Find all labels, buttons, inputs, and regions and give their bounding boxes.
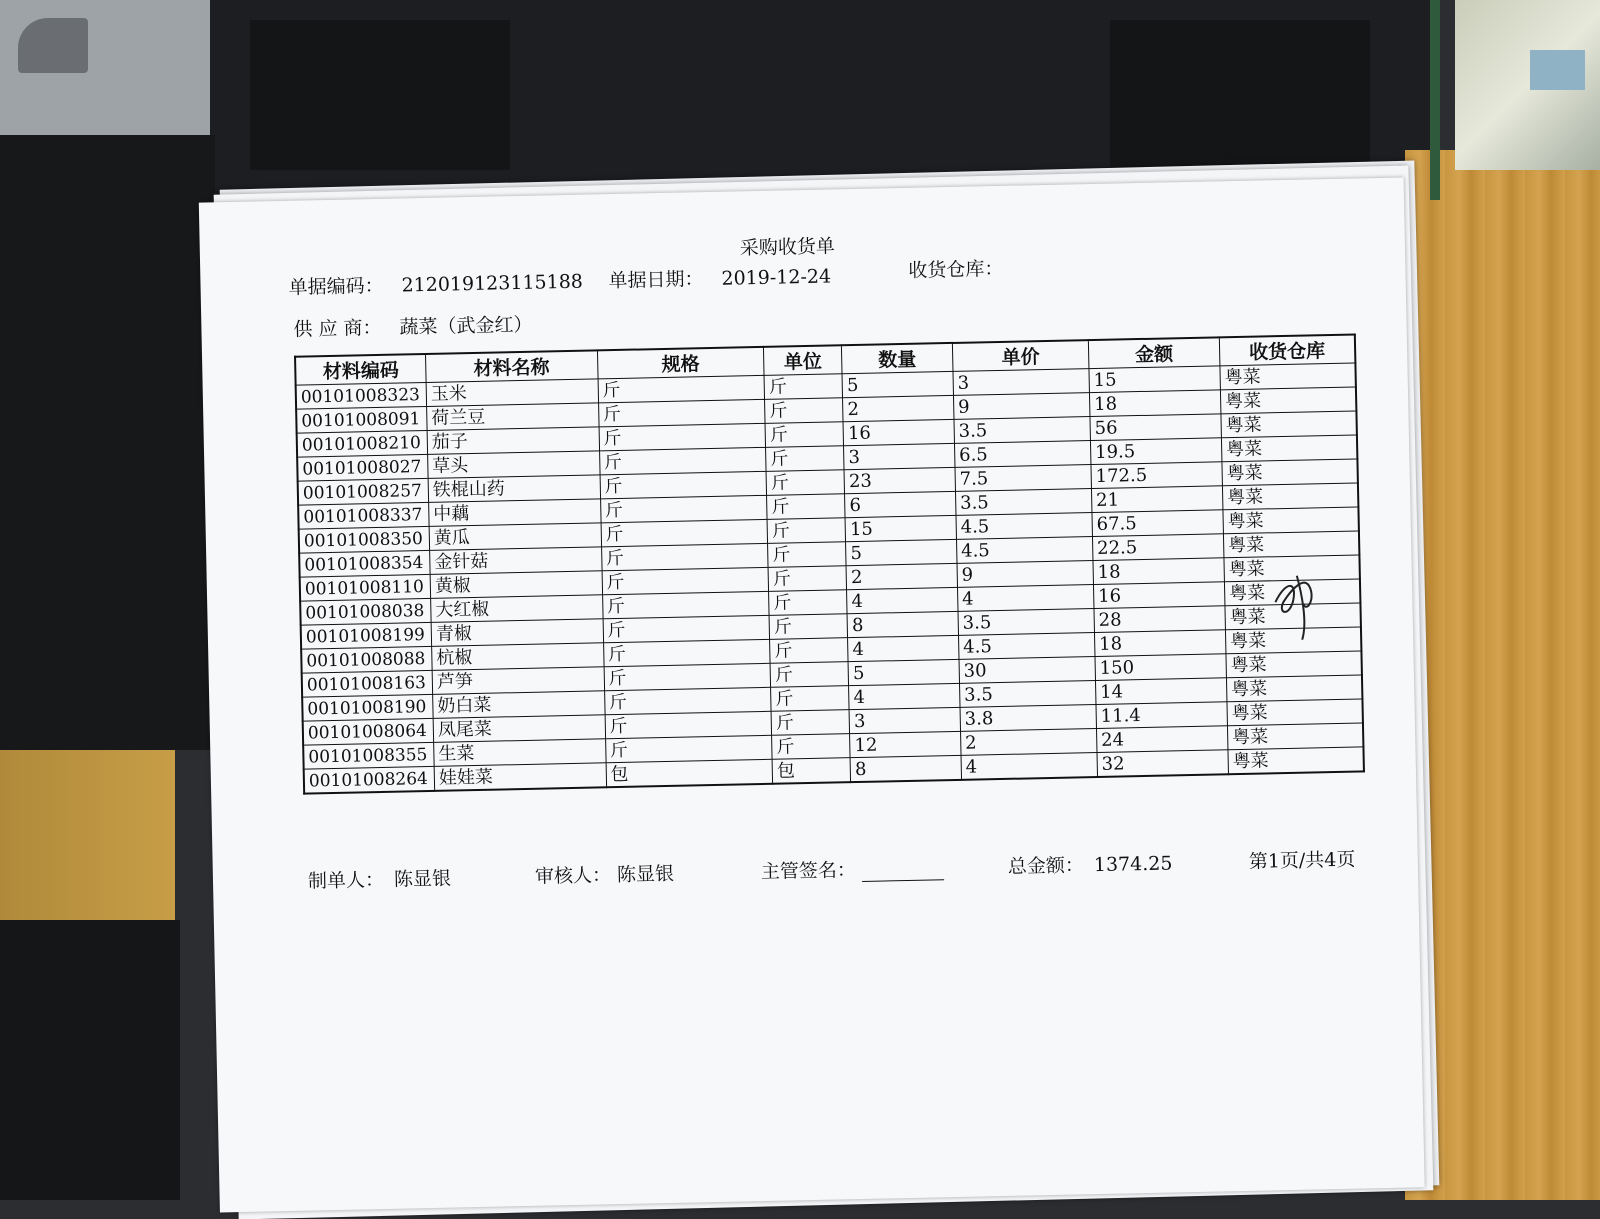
- cell-material-code: 00101008264: [304, 766, 435, 793]
- cell-amount: 19.5: [1090, 438, 1221, 465]
- cell-spec: 斤: [599, 447, 766, 474]
- cell-material-name: 凤尾菜: [433, 715, 605, 743]
- cell-unit: 斤: [769, 614, 848, 640]
- cell-warehouse: 粤菜: [1222, 483, 1358, 510]
- supplier-value: 蔬菜（武金红）: [399, 314, 532, 339]
- cell-amount: 14: [1095, 678, 1226, 705]
- cell-amount: 18: [1093, 558, 1224, 585]
- total-label: 总金额：: [1008, 854, 1084, 878]
- cell-amount: 67.5: [1092, 510, 1223, 537]
- bill-date-label: 单据日期：: [608, 268, 703, 292]
- cell-quantity: 5: [848, 659, 959, 685]
- cell-amount: 18: [1094, 630, 1225, 657]
- cell-unit: 斤: [765, 422, 844, 448]
- cell-warehouse: 粤菜: [1221, 435, 1357, 462]
- cell-quantity: 5: [842, 371, 953, 397]
- cell-quantity: 3: [844, 443, 955, 469]
- cell-unit-price: 7.5: [955, 465, 1092, 492]
- cell-spec: 斤: [603, 615, 770, 642]
- cell-material-code: 00101008210: [297, 430, 428, 457]
- cell-material-code: 00101008091: [296, 406, 427, 433]
- supplier-label: 供 应 商：: [293, 317, 382, 341]
- cell-material-code: 00101008027: [297, 454, 428, 481]
- receipt-document: [199, 177, 1425, 1212]
- cell-quantity: 8: [847, 611, 958, 637]
- plastic-bag: [1455, 0, 1600, 170]
- cell-unit-price: 3.5: [954, 417, 1091, 444]
- floor-left: [0, 920, 180, 1200]
- warehouse-label: 收货仓库：: [908, 258, 1003, 282]
- cell-spec: 斤: [598, 399, 765, 426]
- cell-quantity: 5: [846, 539, 957, 565]
- maker-value: 陈显银: [394, 868, 451, 891]
- cell-unit: 包: [772, 758, 851, 784]
- cell-quantity: 4: [847, 587, 958, 613]
- cell-warehouse: 粤菜: [1223, 531, 1359, 558]
- cell-quantity: 4: [848, 635, 959, 661]
- cell-warehouse: 粤菜: [1223, 507, 1359, 534]
- cell-spec: 包: [606, 759, 773, 787]
- total-field: [1008, 848, 1173, 878]
- cell-material-name: 荷兰豆: [427, 403, 599, 431]
- cell-amount: 32: [1097, 750, 1228, 777]
- green-strip: [1430, 0, 1440, 200]
- bill-no-label: 单据编码：: [288, 275, 383, 299]
- cell-unit: 斤: [764, 374, 843, 400]
- cell-quantity: 16: [843, 419, 954, 445]
- cell-material-code: 00101008199: [301, 622, 432, 649]
- cell-material-name: 青椒: [431, 619, 603, 647]
- cell-warehouse: 粤菜: [1228, 747, 1364, 774]
- cell-spec: 斤: [601, 519, 768, 546]
- supplier-field: [293, 310, 533, 342]
- bag-label: [1530, 50, 1585, 90]
- cell-warehouse: 粤菜: [1226, 675, 1362, 702]
- cell-warehouse: 粤菜: [1227, 699, 1363, 726]
- cell-spec: 斤: [598, 375, 765, 402]
- maker-field: [308, 864, 452, 894]
- page-info: 第1页/共4页: [1249, 845, 1356, 874]
- cell-spec: 斤: [604, 687, 771, 714]
- cell-unit: 斤: [765, 398, 844, 424]
- cell-unit-price: 3.8: [960, 705, 1097, 732]
- cell-amount: 28: [1094, 606, 1225, 633]
- header-unit-price: 单价: [952, 340, 1089, 371]
- header-amount: 金额: [1088, 337, 1220, 368]
- cell-quantity: 2: [843, 395, 954, 421]
- cell-quantity: 8: [850, 755, 961, 782]
- reviewer-field: [535, 859, 675, 889]
- cell-quantity: 2: [846, 563, 957, 589]
- cell-material-name: 娃娃菜: [434, 763, 606, 791]
- cell-material-name: 茄子: [427, 427, 599, 455]
- cell-unit: 斤: [769, 590, 848, 616]
- cell-amount: 16: [1093, 582, 1224, 609]
- bill-date-value: 2019-12-24: [721, 265, 831, 289]
- cell-amount: 11.4: [1096, 702, 1227, 729]
- cell-quantity: 12: [850, 731, 961, 757]
- cell-material-code: 00101008257: [298, 478, 429, 505]
- cell-warehouse: 粤菜: [1225, 603, 1361, 630]
- cell-unit-price: 3: [953, 369, 1090, 396]
- cell-unit-price: 4: [957, 585, 1094, 612]
- printer-left: [0, 0, 230, 135]
- supervisor-label: 主管签名：: [761, 859, 856, 883]
- cell-spec: 斤: [605, 735, 772, 762]
- cell-material-name: 草头: [428, 451, 600, 479]
- printer-panel: [1110, 20, 1370, 170]
- cell-unit-price: 3.5: [958, 609, 1095, 636]
- cell-material-name: 杭椒: [432, 643, 604, 671]
- cell-spec: 斤: [602, 567, 769, 594]
- cell-spec: 斤: [603, 639, 770, 666]
- supervisor-field: [761, 853, 945, 884]
- cell-unit: 斤: [768, 542, 847, 568]
- cell-spec: 斤: [600, 495, 767, 522]
- header-warehouse: 收货仓库: [1219, 335, 1355, 366]
- dark-background: [0, 135, 215, 750]
- cell-warehouse: 粤菜: [1221, 411, 1357, 438]
- cell-warehouse: 粤菜: [1224, 555, 1360, 582]
- cell-material-code: 00101008064: [303, 718, 434, 745]
- cell-material-name: 芦笋: [432, 667, 604, 695]
- cell-material-name: 奶白菜: [433, 691, 605, 719]
- warehouse-field: [908, 253, 1022, 282]
- cell-unit-price: 3.5: [959, 681, 1096, 708]
- cell-unit: 斤: [766, 446, 845, 472]
- printer-panel: [250, 20, 510, 170]
- printer-slot: [18, 18, 88, 73]
- cell-material-name: 玉米: [426, 379, 598, 407]
- cell-unit: 斤: [767, 518, 846, 544]
- cell-spec: 斤: [601, 543, 768, 570]
- cell-unit-price: 4.5: [956, 513, 1093, 540]
- cell-material-code: 00101008110: [300, 574, 431, 601]
- cell-material-name: 黄瓜: [429, 523, 601, 551]
- cell-spec: 斤: [605, 711, 772, 738]
- cell-unit: 斤: [772, 734, 851, 760]
- supervisor-signature-line: [862, 861, 944, 882]
- header-quantity: 数量: [842, 343, 953, 374]
- cell-material-code: 00101008337: [298, 502, 429, 529]
- cell-amount: 22.5: [1092, 534, 1223, 561]
- cell-quantity: 15: [845, 515, 956, 541]
- cell-material-code: 00101008088: [301, 646, 432, 673]
- header-spec: 规格: [597, 347, 764, 379]
- cell-amount: 24: [1096, 726, 1227, 753]
- cell-amount: 56: [1090, 414, 1221, 441]
- cell-spec: 斤: [604, 663, 771, 690]
- cell-material-code: 00101008323: [296, 382, 427, 409]
- cell-amount: 172.5: [1091, 462, 1222, 489]
- cell-amount: 21: [1091, 486, 1222, 513]
- cell-material-code: 00101008350: [299, 526, 430, 553]
- bill-no-field: [288, 267, 583, 300]
- reviewer-label: 审核人：: [535, 864, 611, 888]
- cell-unit-price: 4: [961, 752, 1098, 779]
- cell-material-name: 大红椒: [431, 595, 603, 623]
- cell-unit: 斤: [768, 566, 847, 592]
- cell-quantity: 3: [849, 707, 960, 733]
- cell-amount: 18: [1089, 390, 1220, 417]
- cell-unit: 斤: [771, 710, 850, 736]
- cell-unit-price: 4.5: [958, 633, 1095, 660]
- bill-no-value: 212019123115188: [401, 271, 583, 297]
- cell-unit-price: 4.5: [956, 537, 1093, 564]
- total-value: 1374.25: [1094, 852, 1173, 876]
- cell-unit-price: 30: [959, 657, 1096, 684]
- cell-unit: 斤: [766, 470, 845, 496]
- cell-warehouse: 粤菜: [1227, 723, 1363, 750]
- cell-warehouse: 粤菜: [1226, 651, 1362, 678]
- reviewer-value: 陈显银: [617, 863, 674, 886]
- maker-label: 制单人：: [308, 869, 384, 893]
- document-title: 采购收货单: [740, 231, 836, 260]
- cell-quantity: 23: [844, 467, 955, 493]
- cell-warehouse: 粤菜: [1220, 363, 1356, 390]
- cell-warehouse: 粤菜: [1224, 579, 1360, 606]
- cell-unit: 斤: [771, 686, 850, 712]
- cell-spec: 斤: [602, 591, 769, 618]
- cell-material-name: 铁棍山药: [428, 475, 600, 503]
- cell-unit: 斤: [770, 638, 849, 664]
- bill-date-field: [608, 261, 831, 293]
- cell-unit-price: 3.5: [955, 489, 1092, 516]
- cell-quantity: 6: [845, 491, 956, 517]
- cell-spec: 斤: [599, 423, 766, 450]
- cell-amount: 150: [1095, 654, 1226, 681]
- cell-material-code: 00101008038: [300, 598, 431, 625]
- cell-unit-price: 2: [960, 729, 1097, 756]
- cell-unit: 斤: [770, 662, 849, 688]
- cell-material-name: 中藕: [429, 499, 601, 527]
- header-material-name: 材料名称: [425, 350, 597, 382]
- cell-material-name: 生菜: [434, 739, 606, 767]
- header-material-code: 材料编码: [295, 354, 426, 385]
- cell-material-name: 黄椒: [430, 571, 602, 599]
- cell-quantity: 4: [849, 683, 960, 709]
- cell-unit-price: 6.5: [954, 441, 1091, 468]
- cell-unit: 斤: [767, 494, 846, 520]
- cell-material-code: 00101008355: [303, 742, 434, 769]
- cell-material-code: 00101008354: [299, 550, 430, 577]
- cell-unit-price: 9: [953, 393, 1090, 420]
- cell-amount: 15: [1089, 366, 1220, 393]
- cell-unit-price: 9: [957, 561, 1094, 588]
- items-table: [294, 333, 1365, 794]
- cell-material-code: 00101008190: [302, 694, 433, 721]
- cell-warehouse: 粤菜: [1222, 459, 1358, 486]
- cell-material-code: 00101008163: [302, 670, 433, 697]
- signature-mark: [1267, 561, 1339, 642]
- cell-spec: 斤: [600, 471, 767, 498]
- wood-table-left: [0, 750, 175, 920]
- cell-warehouse: 粤菜: [1220, 387, 1356, 414]
- cell-warehouse: 粤菜: [1225, 627, 1361, 654]
- cell-material-name: 金针菇: [430, 547, 602, 575]
- header-unit: 单位: [763, 345, 842, 375]
